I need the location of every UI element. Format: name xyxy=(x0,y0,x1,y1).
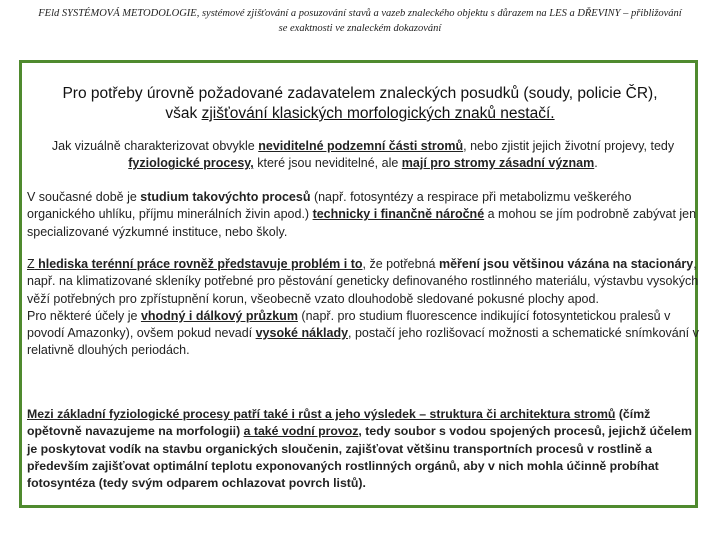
paragraph-4 xyxy=(27,406,699,492)
slide-header xyxy=(8,6,712,36)
para2-text-2: (např. fotosyntézy a respirace při metabolizmu veškerého organického uhlíku, příjmu minerálních živin apod.) xyxy=(27,190,632,222)
para1-emphasis-3: mají pro stromy zásadní význam xyxy=(401,156,595,171)
para3-emphasis-1: hlediska terénní práce rovněž představuje problém i to xyxy=(34,257,363,271)
para3-emphasis-3: vhodný i dálkový průzkum xyxy=(140,308,298,323)
para4-emphasis-2: a také vodní provoz xyxy=(243,424,359,439)
headline-part-1: Pro potřeby úrovně požadované zadavatelem znaleckých posudků (soudy, policie ČR), xyxy=(62,85,658,102)
para1-emphasis-1: neviditelné podzemní části stromů xyxy=(258,139,464,153)
para3-text-3: , např. na klimatizované skleníky potřebné pro pěstování geneticky definovaného rostlinného materiálu, výstavbu vysokých věží potřebných pro zpřístupnění korun, všeobecně vzato dlouhodobě sledované pokusné plochy apod. xyxy=(27,257,699,306)
para3-text-4: Pro některé účely je xyxy=(27,308,141,323)
para3-text-1: Z xyxy=(27,257,35,271)
para1-text-2: , nebo zjistit jejich životní projevy, tedy xyxy=(463,139,675,153)
para3-text-5: (např. pro studium fluorescence indikující fotosyntetickou pralesů v povodí Amazonky), ovšem pokud nevadí xyxy=(27,308,671,341)
para1-text-1: Jak vizuálně charakterizovat obvykle xyxy=(51,139,259,153)
para4-emphasis-1: Mezi základní fyziologické procesy patří také i růst a jeho výsledek – struktura či architektura stromů xyxy=(27,407,616,421)
para1-text-3: které jsou neviditelné, ale xyxy=(253,156,402,171)
para3-text-2: , že potřebná xyxy=(362,257,439,271)
para1-text-4: . xyxy=(594,156,598,171)
para3-emphasis-2: měření jsou většinou vázána na stacionáry xyxy=(438,257,694,271)
headline-emphasis: zjišťování klasických morfologických znaků nestačí. xyxy=(201,105,555,122)
para2-emphasis-2: technicky i finančně náročné xyxy=(312,207,485,222)
para2-text-1: V současné době je xyxy=(27,190,141,204)
paragraph-2 xyxy=(27,189,699,241)
paragraph-1 xyxy=(27,138,699,173)
para2-text-3: a mohou se jím podrobně zabývat jen specializované výzkumné instituce, nebo školy. xyxy=(27,207,697,239)
para4-text-1: (čímž opětovně navazujeme na morfologii) xyxy=(27,407,651,439)
para2-emphasis-1: studium takovýchto procesů xyxy=(140,190,311,204)
para3-text-6: , postačí jeho rozlišovací možnosti a schematické snímkování v relativně dlouhých periodách. xyxy=(27,326,699,358)
header-line-2: se exaktnosti ve znaleckém dokazování xyxy=(278,23,442,34)
headline xyxy=(24,84,696,124)
para3-emphasis-4: vysoké náklady xyxy=(255,326,349,341)
paragraph-3 xyxy=(27,256,699,360)
header-line-1: FEld SYSTÉMOVÁ METODOLOGIE, systémové zjišťování a posuzování stavů a vazeb znaleckého objektu s důrazem na LES a DŘEVINY – přibližování xyxy=(38,8,682,19)
headline-part-2: však xyxy=(165,105,202,122)
para1-emphasis-2: fyziologické procesy, xyxy=(128,156,254,171)
para4-text-2: , tedy soubor s vodou spojených procesů, jejichž účelem je poskytovat vodík na stavbu organických sloučenin, zajišťovat většinu transportních procesů v rostlině a především zajišťovat optimální teplotu exponovaných rostlinných orgánů, aby v nich mohla účinně probíhat fotosyntéza (tedy svým odparem ochlazovat povrch listů). xyxy=(27,424,692,491)
